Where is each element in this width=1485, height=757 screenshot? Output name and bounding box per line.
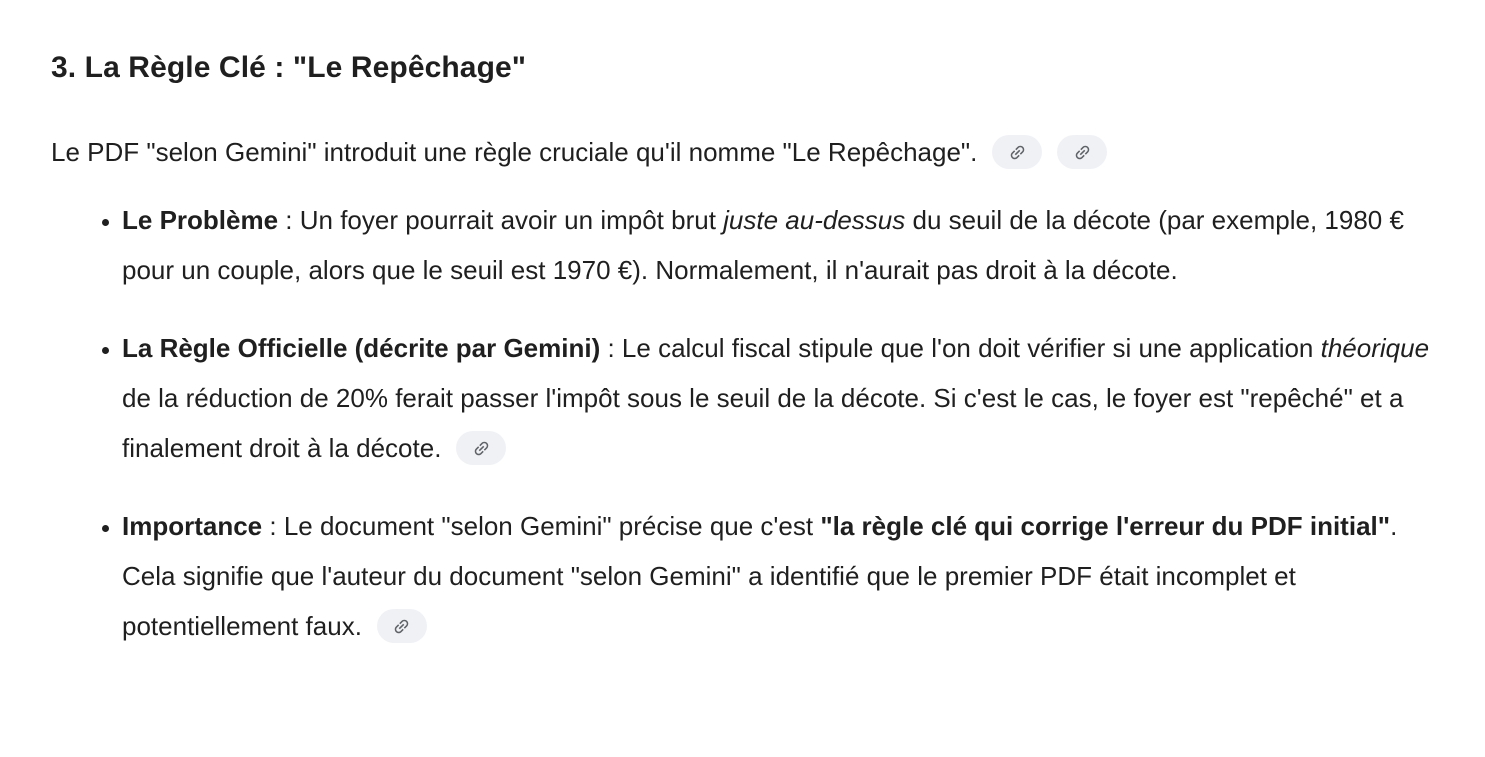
bold-text-segment: La Règle Officielle (décrite par Gemini): [122, 333, 601, 363]
normal-text-segment: : Le document "selon Gemini" précise que c'est: [262, 511, 821, 541]
link-icon: [1008, 143, 1027, 162]
citation-chip[interactable]: [456, 431, 506, 465]
citation-chip[interactable]: [1057, 135, 1107, 169]
bold-text-segment: "la règle clé qui corrige l'erreur du PDF initial": [820, 511, 1391, 541]
normal-text-segment: de la réduction de 20% ferait passer l'impôt sous le seuil de la décote. Si c'est le cas, le foyer est "repêché" et a finalement droit à la décote.: [122, 383, 1404, 463]
section-heading: 3. La Règle Clé : "Le Repêchage": [51, 51, 527, 84]
italic-text-segment: juste au-dessus: [723, 205, 906, 235]
normal-text-segment: : Le calcul fiscal stipule que l'on doit vérifier si une application: [600, 333, 1321, 363]
link-icon: [1073, 143, 1092, 162]
list-item: [122, 323, 1451, 473]
list-item: [122, 195, 1451, 295]
italic-text-segment: théorique: [1320, 333, 1430, 363]
link-icon: [392, 617, 411, 636]
link-icon: [472, 439, 491, 458]
list-item: [122, 501, 1451, 651]
intro-paragraph: [51, 127, 1451, 177]
intro-text: Le PDF "selon Gemini" introduit une règle cruciale qu'il nomme "Le Repêchage".: [51, 137, 978, 167]
citation-chip[interactable]: [992, 135, 1042, 169]
normal-text-segment: : Un foyer pourrait avoir un impôt brut: [278, 205, 724, 235]
citation-chip[interactable]: [377, 609, 427, 643]
normal-text-segment: . Cela signifie que l'auteur du document "selon Gemini" a identifié que le premier PDF était incomplet et potentiellement faux.: [122, 511, 1398, 641]
normal-text-segment: du seuil de la décote (par exemple, 1980 € pour un couple, alors que le seuil est 1970 €). Normalement, il n'aurait pas droit à la décote.: [122, 205, 1404, 285]
bullet-list: [51, 195, 1451, 651]
bold-text-segment: Importance: [122, 511, 263, 541]
bold-text-segment: Le Problème: [122, 205, 279, 235]
